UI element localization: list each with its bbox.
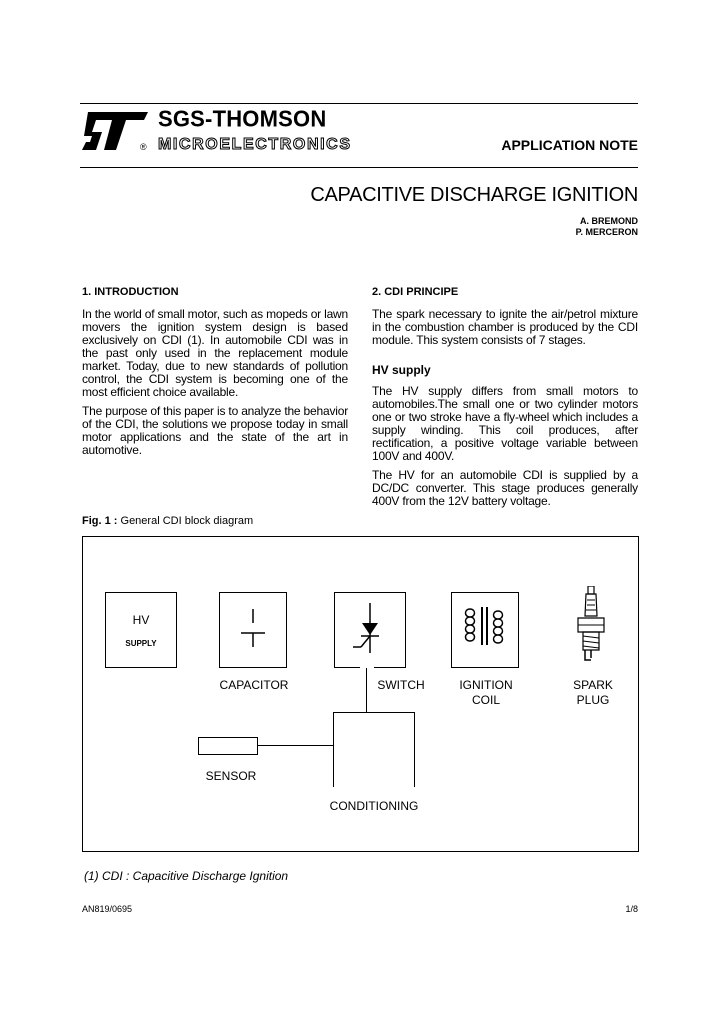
transformer-coil-icon bbox=[462, 605, 508, 651]
authors bbox=[576, 216, 638, 238]
doc-type: APPLICATION NOTE bbox=[501, 137, 638, 153]
hv-supply-block bbox=[105, 592, 177, 668]
page-number: 1/8 bbox=[625, 904, 638, 914]
switch-label: SWITCH bbox=[377, 678, 425, 692]
intro-body bbox=[82, 308, 348, 463]
thyristor-symbol-icon bbox=[353, 603, 387, 653]
capacitor-block bbox=[219, 592, 287, 668]
ignition-coil-label-2: COIL bbox=[471, 693, 500, 707]
spark-plug-icon bbox=[574, 586, 608, 666]
sensor-to-conditioning-line bbox=[257, 745, 333, 746]
hv-supply-label-2: SUPPLY bbox=[125, 639, 157, 648]
intro-paragraph-1: In the world of small motor, such as mopeds or lawn movers the ignition system design is based exclusively on CDI (1). In automobile CDI was in the past only used in the replacement module market. Today, due to new standards of pollution control, the CDI system is becoming one of the most efficient choice available. bbox=[82, 307, 348, 399]
ignition-coil-block bbox=[451, 592, 519, 668]
conditioning-label: CONDITIONING bbox=[329, 799, 419, 813]
sensor-label: SENSOR bbox=[205, 769, 257, 783]
switch-block bbox=[334, 592, 406, 668]
hv-paragraph-1: The HV supply differs from small motors to automobiles.The small one or two cylinder motors one or two stroke have a fly-wheel which includes a supply winding. This coil produces, after rectification, a positive voltage variable between 100V and 400V. bbox=[372, 384, 638, 463]
sensor-block bbox=[198, 737, 258, 755]
spark-plug-label bbox=[550, 678, 636, 708]
hv-supply-heading: HV supply bbox=[372, 363, 431, 377]
intro-heading: 1. INTRODUCTION bbox=[82, 286, 179, 298]
figure-caption bbox=[82, 515, 253, 527]
spark-plug-label-1: SPARK bbox=[573, 678, 613, 692]
company-name: SGS-THOMSON bbox=[158, 105, 327, 132]
registered-mark: ® bbox=[140, 142, 147, 152]
division-name: MICROELECTRONICS bbox=[158, 136, 352, 153]
header-rule-bottom bbox=[80, 167, 638, 168]
header-rule-top bbox=[80, 103, 638, 104]
spark-plug-label-2: PLUG bbox=[576, 693, 610, 707]
page-title: CAPACITIVE DISCHARGE IGNITION bbox=[310, 184, 638, 206]
ignition-coil-label bbox=[440, 678, 532, 708]
ignition-coil-label-1: IGNITION bbox=[459, 678, 513, 692]
hv-supply-body bbox=[372, 385, 638, 514]
switch-gap bbox=[360, 664, 374, 668]
figure-caption-text: General CDI block diagram bbox=[117, 515, 254, 527]
capacitor-label: CAPACITOR bbox=[219, 678, 289, 692]
document-code: AN819/0695 bbox=[82, 904, 133, 914]
intro-paragraph-2: The purpose of this paper is to analyze the behavior of the CDI, the solutions we propose today in small motor applications and the state of the art in automotive. bbox=[82, 404, 348, 457]
principle-intro: The spark necessary to ignite the air/petrol mixture in the combustion chamber is produced by the CDI module. This system consists of 7 stages. bbox=[372, 307, 638, 347]
hv-supply-label-1: HV bbox=[132, 613, 150, 627]
footnote: (1) CDI : Capacitive Discharge Ignition bbox=[84, 869, 289, 883]
author-2: P. MERCERON bbox=[575, 227, 638, 237]
capacitor-symbol-icon bbox=[240, 609, 266, 649]
figure-caption-label: Fig. 1 : bbox=[82, 515, 118, 527]
conditioning-block bbox=[333, 712, 415, 787]
principle-heading: 2. CDI PRINCIPE bbox=[372, 286, 459, 298]
hv-paragraph-2: The HV for an automobile CDI is supplied by a DC/DC converter. This stage produces generally 400V from the 12V battery voltage. bbox=[372, 468, 638, 508]
author-1: A. BREMOND bbox=[580, 216, 638, 226]
